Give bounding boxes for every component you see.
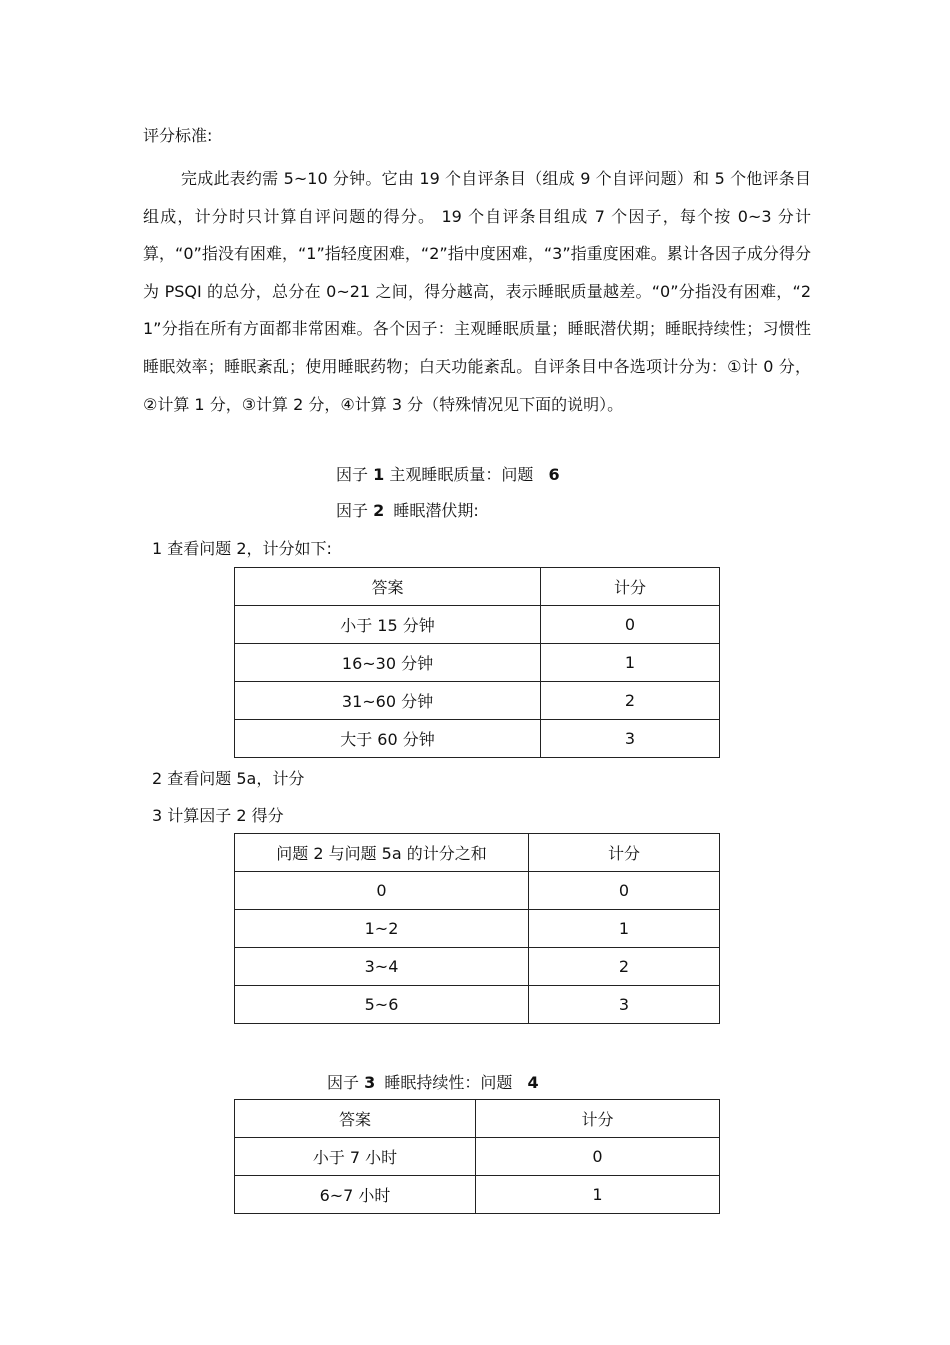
factor1-heading xyxy=(336,465,560,485)
table-row xyxy=(235,872,720,910)
factor3-number: 3 xyxy=(364,1073,376,1092)
table-cell-score: 3 xyxy=(541,720,720,758)
table-cell-answer: 小于 7 小时 xyxy=(235,1138,476,1176)
factor2-step2: 2 查看问题 5a，计分 xyxy=(152,769,305,788)
table-cell-answer: 大于 60 分钟 xyxy=(235,720,541,758)
table-header-row xyxy=(235,1100,720,1138)
table-row xyxy=(235,606,720,644)
factor1-question: 6 xyxy=(548,465,560,484)
factor1-number: 1 xyxy=(373,465,385,484)
table-cell-score: 0 xyxy=(541,606,720,644)
factor1-label: 主观睡眠质量：问题 xyxy=(389,465,534,484)
table-cell-score: 0 xyxy=(529,872,720,910)
table-header-row xyxy=(235,568,720,606)
factor1-prefix: 因子 xyxy=(336,465,369,484)
factor3-question: 4 xyxy=(527,1073,539,1092)
table-cell-answer: 6~7 小时 xyxy=(235,1176,476,1214)
table-row xyxy=(235,720,720,758)
table-cell-sum: 3~4 xyxy=(235,948,529,986)
table-header-row xyxy=(235,834,720,872)
table-row xyxy=(235,910,720,948)
table-row xyxy=(235,1176,720,1214)
table-header-score: 计分 xyxy=(476,1100,720,1138)
table-cell-answer: 31~60 分钟 xyxy=(235,682,541,720)
factor2-prefix: 因子 xyxy=(336,501,369,520)
table-header-answer: 答案 xyxy=(235,1100,476,1138)
table-row xyxy=(235,948,720,986)
table-cell-score: 1 xyxy=(541,644,720,682)
sleep-latency-table xyxy=(234,567,720,758)
factor2-number: 2 xyxy=(373,501,385,520)
table-row xyxy=(235,644,720,682)
table-header-score: 计分 xyxy=(541,568,720,606)
table-row xyxy=(235,986,720,1024)
table-header-score: 计分 xyxy=(529,834,720,872)
table-cell-sum: 1~2 xyxy=(235,910,529,948)
factor3-prefix: 因子 xyxy=(327,1073,360,1092)
table-cell-score: 0 xyxy=(476,1138,720,1176)
table-cell-answer: 小于 15 分钟 xyxy=(235,606,541,644)
table-cell-score: 2 xyxy=(529,948,720,986)
factor2-label: 睡眠潜伏期: xyxy=(393,501,479,520)
table-row xyxy=(235,1138,720,1176)
table-cell-score: 3 xyxy=(529,986,720,1024)
factor2-score-table xyxy=(234,833,720,1024)
intro-paragraph: 完成此表约需 5~10 分钟。它由 19 个自评条目（组成 9 个自评问题）和 5 个他评条目组成，计分时只计算自评问题的得分。 19 个自评条目组成 7 个因子，每个按 0~3 分计算，“0”指没有困难，“1”指轻度困难，“2”指中度困难，“3”指重度困难。累计各因子成分得分为 PSQI 的总分，总分在 0~21 之间，得分越高，表示睡眠质量越差。“0”分指没有困难，“21”分指在所有方面都非常困难。各个因子：主观睡眠质量；睡眠潜伏期；睡眠持续性；习惯性睡眠效率；睡眠紊乱；使用睡眠药物；白天功能紊乱。自评条目中各选项计分为：①计 0 分，②计算 1 分，③计算 2 分，④计算 3 分（特殊情况见下面的说明）。 xyxy=(143,169,811,414)
table-row xyxy=(235,682,720,720)
factor2-step3: 3 计算因子 2 得分 xyxy=(152,806,284,825)
table-cell-score: 1 xyxy=(476,1176,720,1214)
table-header-sum: 问题 2 与问题 5a 的计分之和 xyxy=(235,834,529,872)
table-cell-score: 2 xyxy=(541,682,720,720)
table-cell-sum: 5~6 xyxy=(235,986,529,1024)
factor2-step1: 1 查看问题 2，计分如下: xyxy=(152,539,332,558)
scoring-heading: 评分标准: xyxy=(143,126,213,145)
table-cell-answer: 16~30 分钟 xyxy=(235,644,541,682)
table-cell-sum: 0 xyxy=(235,872,529,910)
factor3-heading xyxy=(327,1073,539,1093)
factor2-heading xyxy=(336,501,479,521)
sleep-duration-table xyxy=(234,1099,720,1214)
table-cell-score: 1 xyxy=(529,910,720,948)
table-header-answer: 答案 xyxy=(235,568,541,606)
factor3-label: 睡眠持续性：问题 xyxy=(384,1073,513,1092)
